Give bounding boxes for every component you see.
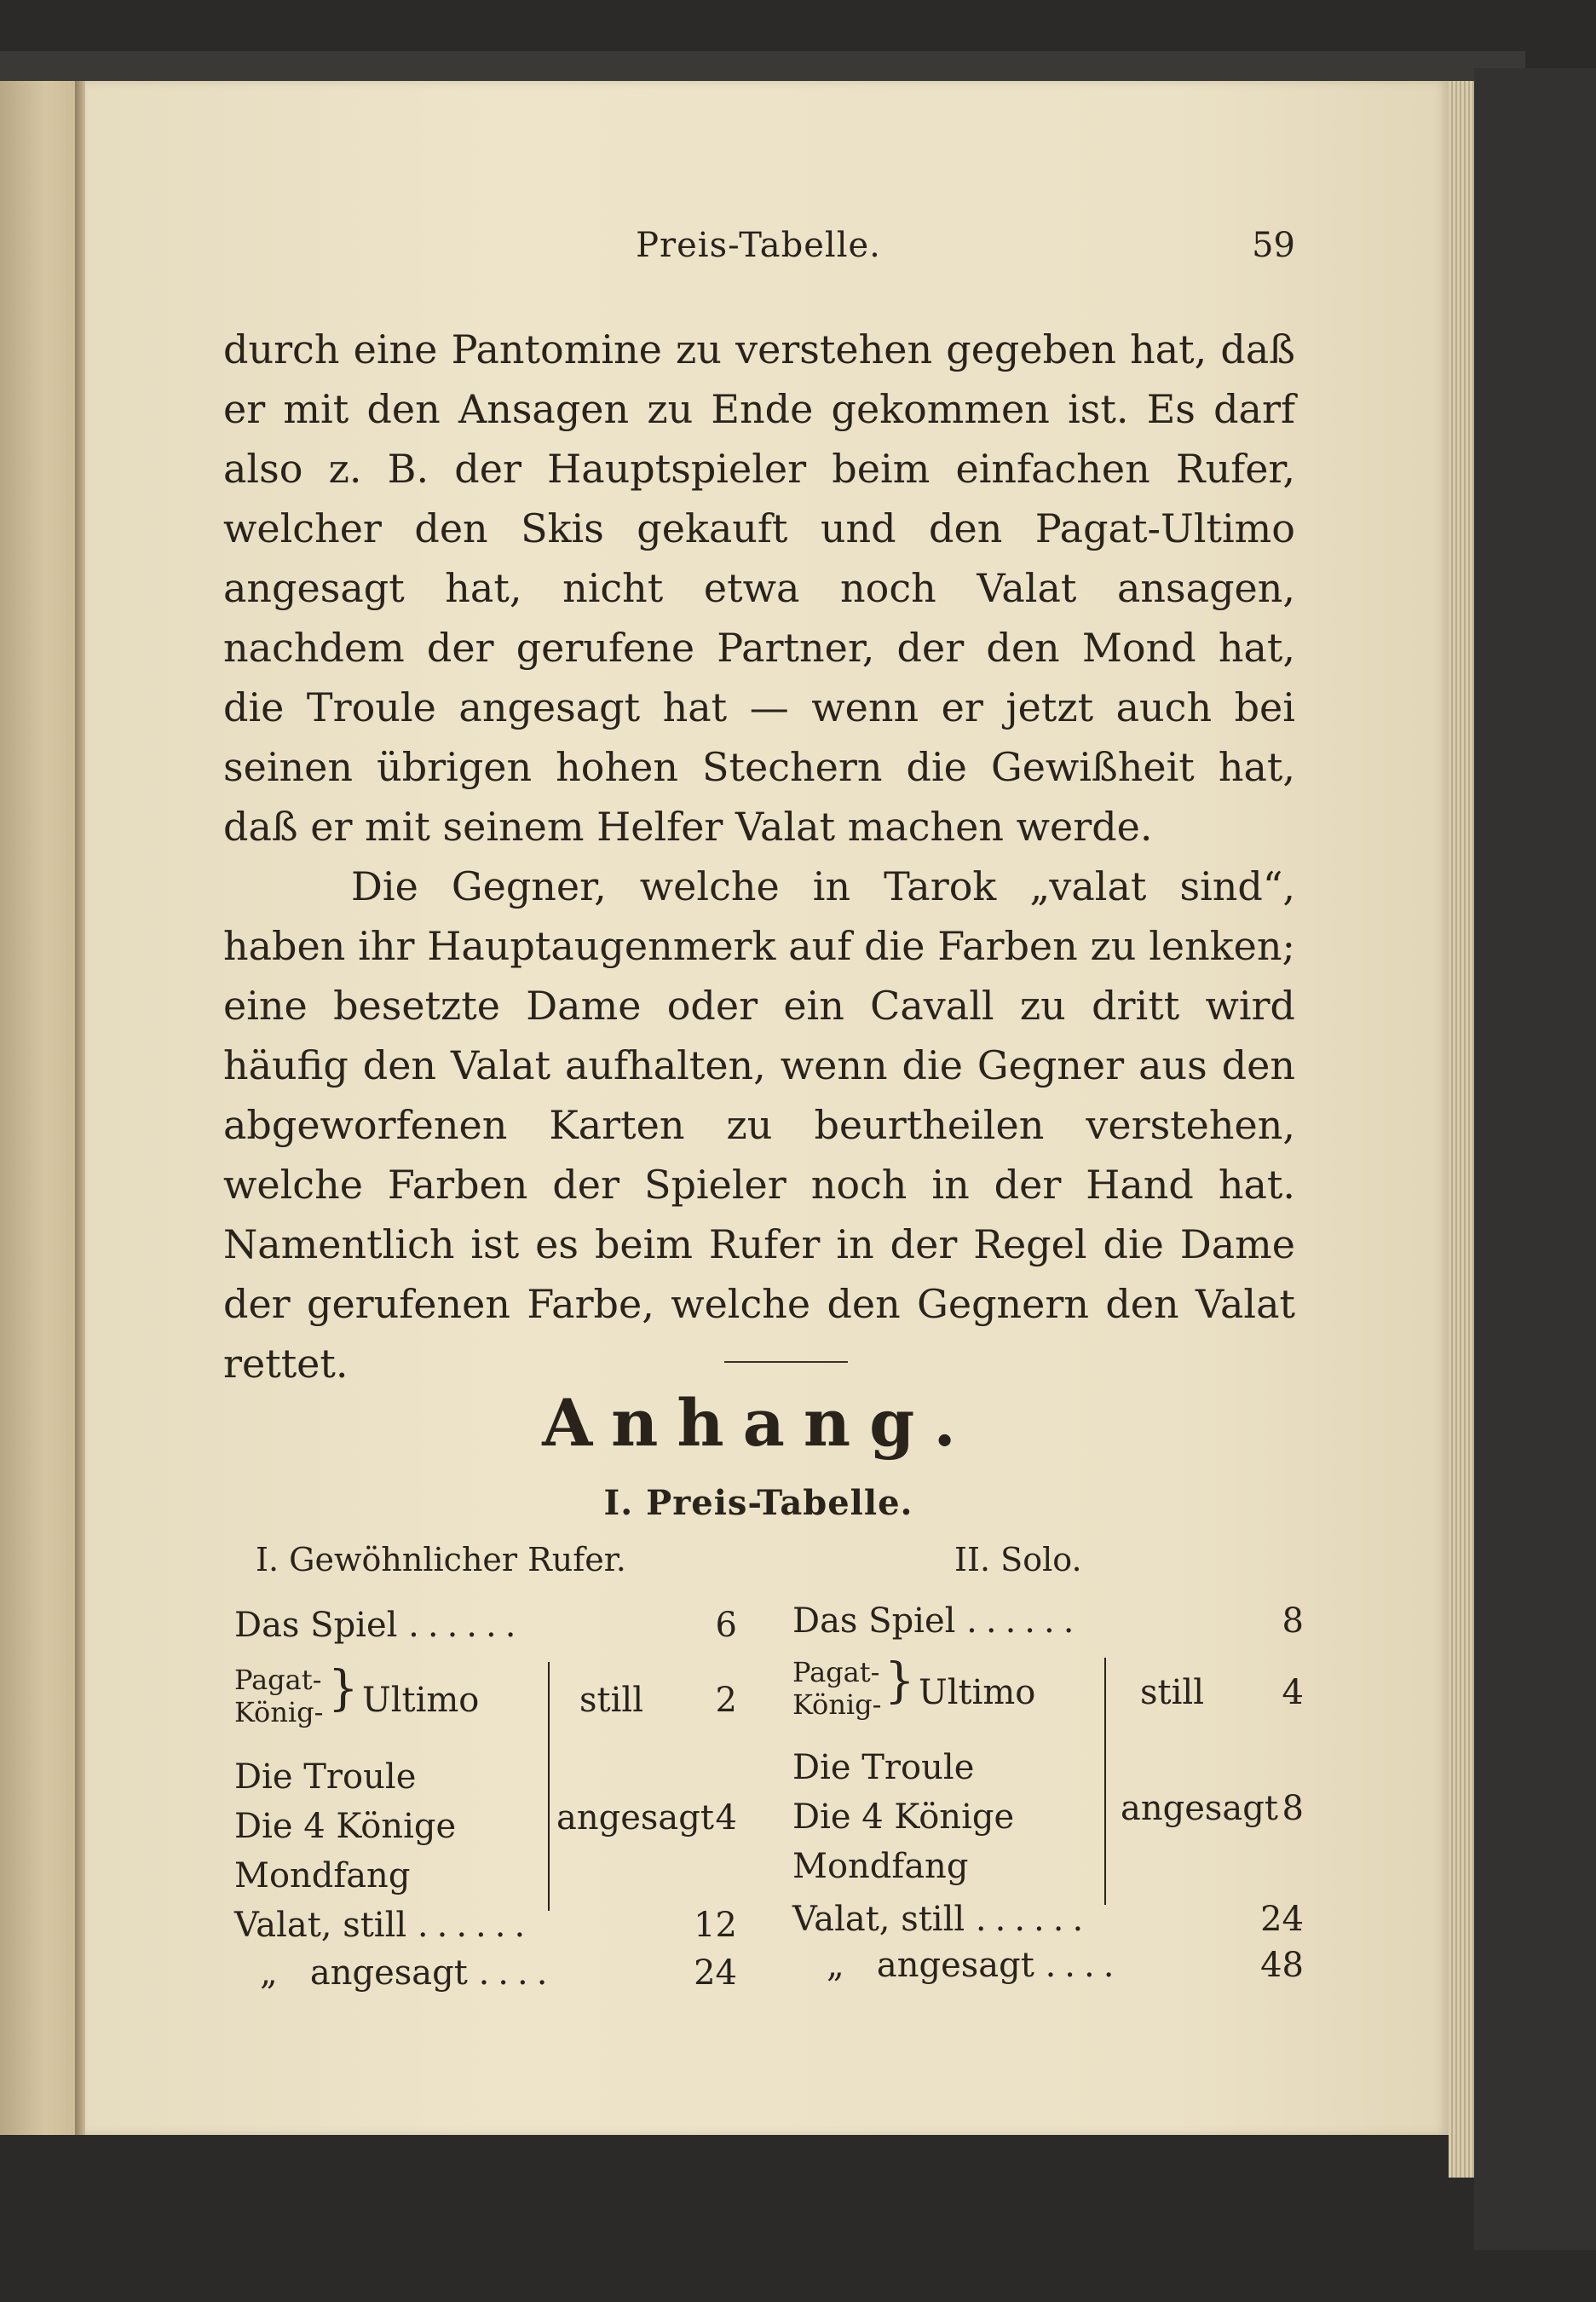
ditto-mark: „	[260, 1953, 278, 1993]
leader-dots: ......	[417, 1906, 534, 1945]
table-row	[362, 1677, 479, 1723]
book-cover-right	[1474, 68, 1596, 2250]
book-gutter	[75, 81, 85, 2135]
table-row	[579, 1677, 643, 1723]
row-value: 48	[1260, 1946, 1304, 1985]
table-row	[1140, 1670, 1204, 1716]
row-label: Mondfang	[234, 1856, 411, 1895]
table-row	[792, 1896, 1092, 1942]
row-label: Pagat-	[234, 1664, 322, 1696]
row-value: 2	[715, 1681, 737, 1720]
table-row	[792, 1794, 1014, 1840]
row-value: 8	[1282, 1601, 1304, 1641]
row-value: 8	[1282, 1789, 1304, 1828]
table-row	[234, 1853, 410, 1899]
row-label: Die Troule	[234, 1757, 417, 1797]
row-label: Valat, still	[792, 1900, 965, 1939]
row-label: still	[1140, 1673, 1204, 1712]
table-row	[792, 1598, 1082, 1644]
row-value: 24	[694, 1953, 737, 1993]
table-row	[234, 1664, 321, 1696]
table-row	[792, 1843, 968, 1889]
row-label: Pagat-	[792, 1656, 880, 1688]
curly-brace: }	[328, 1661, 359, 1716]
leader-dots: ......	[975, 1900, 1092, 1939]
left-column-heading: I. Gewöhnlicher Rufer.	[256, 1541, 626, 1578]
row-label: Das Spiel	[234, 1606, 398, 1645]
leader-dots: ......	[966, 1601, 1083, 1641]
row-label: angesagt	[1121, 1789, 1278, 1828]
row-value: 4	[715, 1798, 737, 1838]
table-row	[792, 1688, 881, 1721]
table-row	[234, 1754, 416, 1800]
right-column-heading: II. Solo.	[954, 1541, 1082, 1578]
section-divider	[724, 1361, 848, 1363]
row-value: 24	[1260, 1900, 1304, 1939]
row-label: still	[579, 1681, 643, 1720]
row-label: Ultimo	[362, 1681, 480, 1720]
leader-dots: ....	[478, 1953, 556, 1993]
table-row	[792, 1745, 974, 1791]
table-row	[234, 1602, 524, 1648]
appendix-subtitle: I. Preis-Tabelle.	[603, 1483, 913, 1523]
row-label: Mondfang	[792, 1847, 969, 1886]
bracket	[539, 1662, 550, 1911]
curly-brace: }	[884, 1653, 915, 1709]
price-table-right	[792, 1598, 1304, 1985]
leader-dots: ....	[1045, 1946, 1123, 1985]
book-cover-top	[0, 51, 1525, 85]
row-value: 6	[715, 1606, 737, 1645]
table-row	[234, 1803, 456, 1849]
bracket	[1098, 1658, 1106, 1905]
table-row	[792, 1656, 879, 1688]
row-label: angesagt	[876, 1946, 1034, 1985]
page-edges	[1449, 81, 1474, 2178]
facing-page-edge	[0, 81, 77, 2135]
row-label: König-	[792, 1688, 882, 1721]
row-label: Die 4 Könige	[234, 1807, 457, 1846]
row-label: Die 4 Könige	[792, 1797, 1015, 1837]
page-number: 59	[1252, 226, 1295, 265]
table-row	[260, 1950, 556, 1996]
paragraph: Die Gegner, welche in Tarok „valat sind“, haben ihr Hauptaugenmerk auf die Farben zu lenken; eine besetzte Dame oder ein Cavall zu dritt wird häufig den Valat aufhalten, wenn die Gegner aus den abgeworfenen Karten zu beurtheilen verstehen, welche Farben der Spieler noch in der Hand hat. Namentlich ist es beim Rufer in der Regel die Dame der gerufenen Farbe, welche den Gegnern den Valat rettet.	[223, 863, 1295, 1387]
row-value: 12	[694, 1906, 737, 1945]
table-row	[919, 1670, 1035, 1716]
row-label: angesagt	[309, 1953, 468, 1993]
price-table-left	[234, 1602, 737, 1993]
running-head-title: Preis-Tabelle.	[636, 226, 881, 265]
body-text	[223, 320, 1295, 1393]
table-row	[827, 1942, 1122, 1988]
row-value: 4	[1282, 1673, 1304, 1712]
running-head	[222, 226, 1295, 277]
row-label: angesagt	[556, 1798, 714, 1838]
appendix-title: Anhang.	[542, 1385, 975, 1461]
paragraph: durch eine Pantomine zu verstehen gegeben hat, daß er mit den Ansagen zu Ende gekommen ist. Es darf also z. B. der Hauptspieler beim einfachen Rufer, welcher den Skis gekauft und den Pagat-Ultimo angesagt hat, nicht etwa noch Valat ansagen, nachdem der gerufene Partner, der den Mond hat, die Troule angesagt hat — wenn er jetzt auch bei seinen übrigen hohen Stechern die Gewißheit hat, daß er mit seinem Helfer Valat machen werde.	[223, 326, 1295, 850]
row-label: Die Troule	[792, 1748, 975, 1787]
table-row	[234, 1902, 533, 1948]
ditto-mark: „	[827, 1946, 844, 1985]
leader-dots: ......	[408, 1606, 525, 1645]
row-label: König-	[234, 1696, 324, 1728]
row-label: Ultimo	[919, 1673, 1036, 1712]
row-label: Das Spiel	[792, 1601, 956, 1641]
table-row	[234, 1696, 323, 1728]
row-label: Valat, still	[234, 1906, 407, 1945]
